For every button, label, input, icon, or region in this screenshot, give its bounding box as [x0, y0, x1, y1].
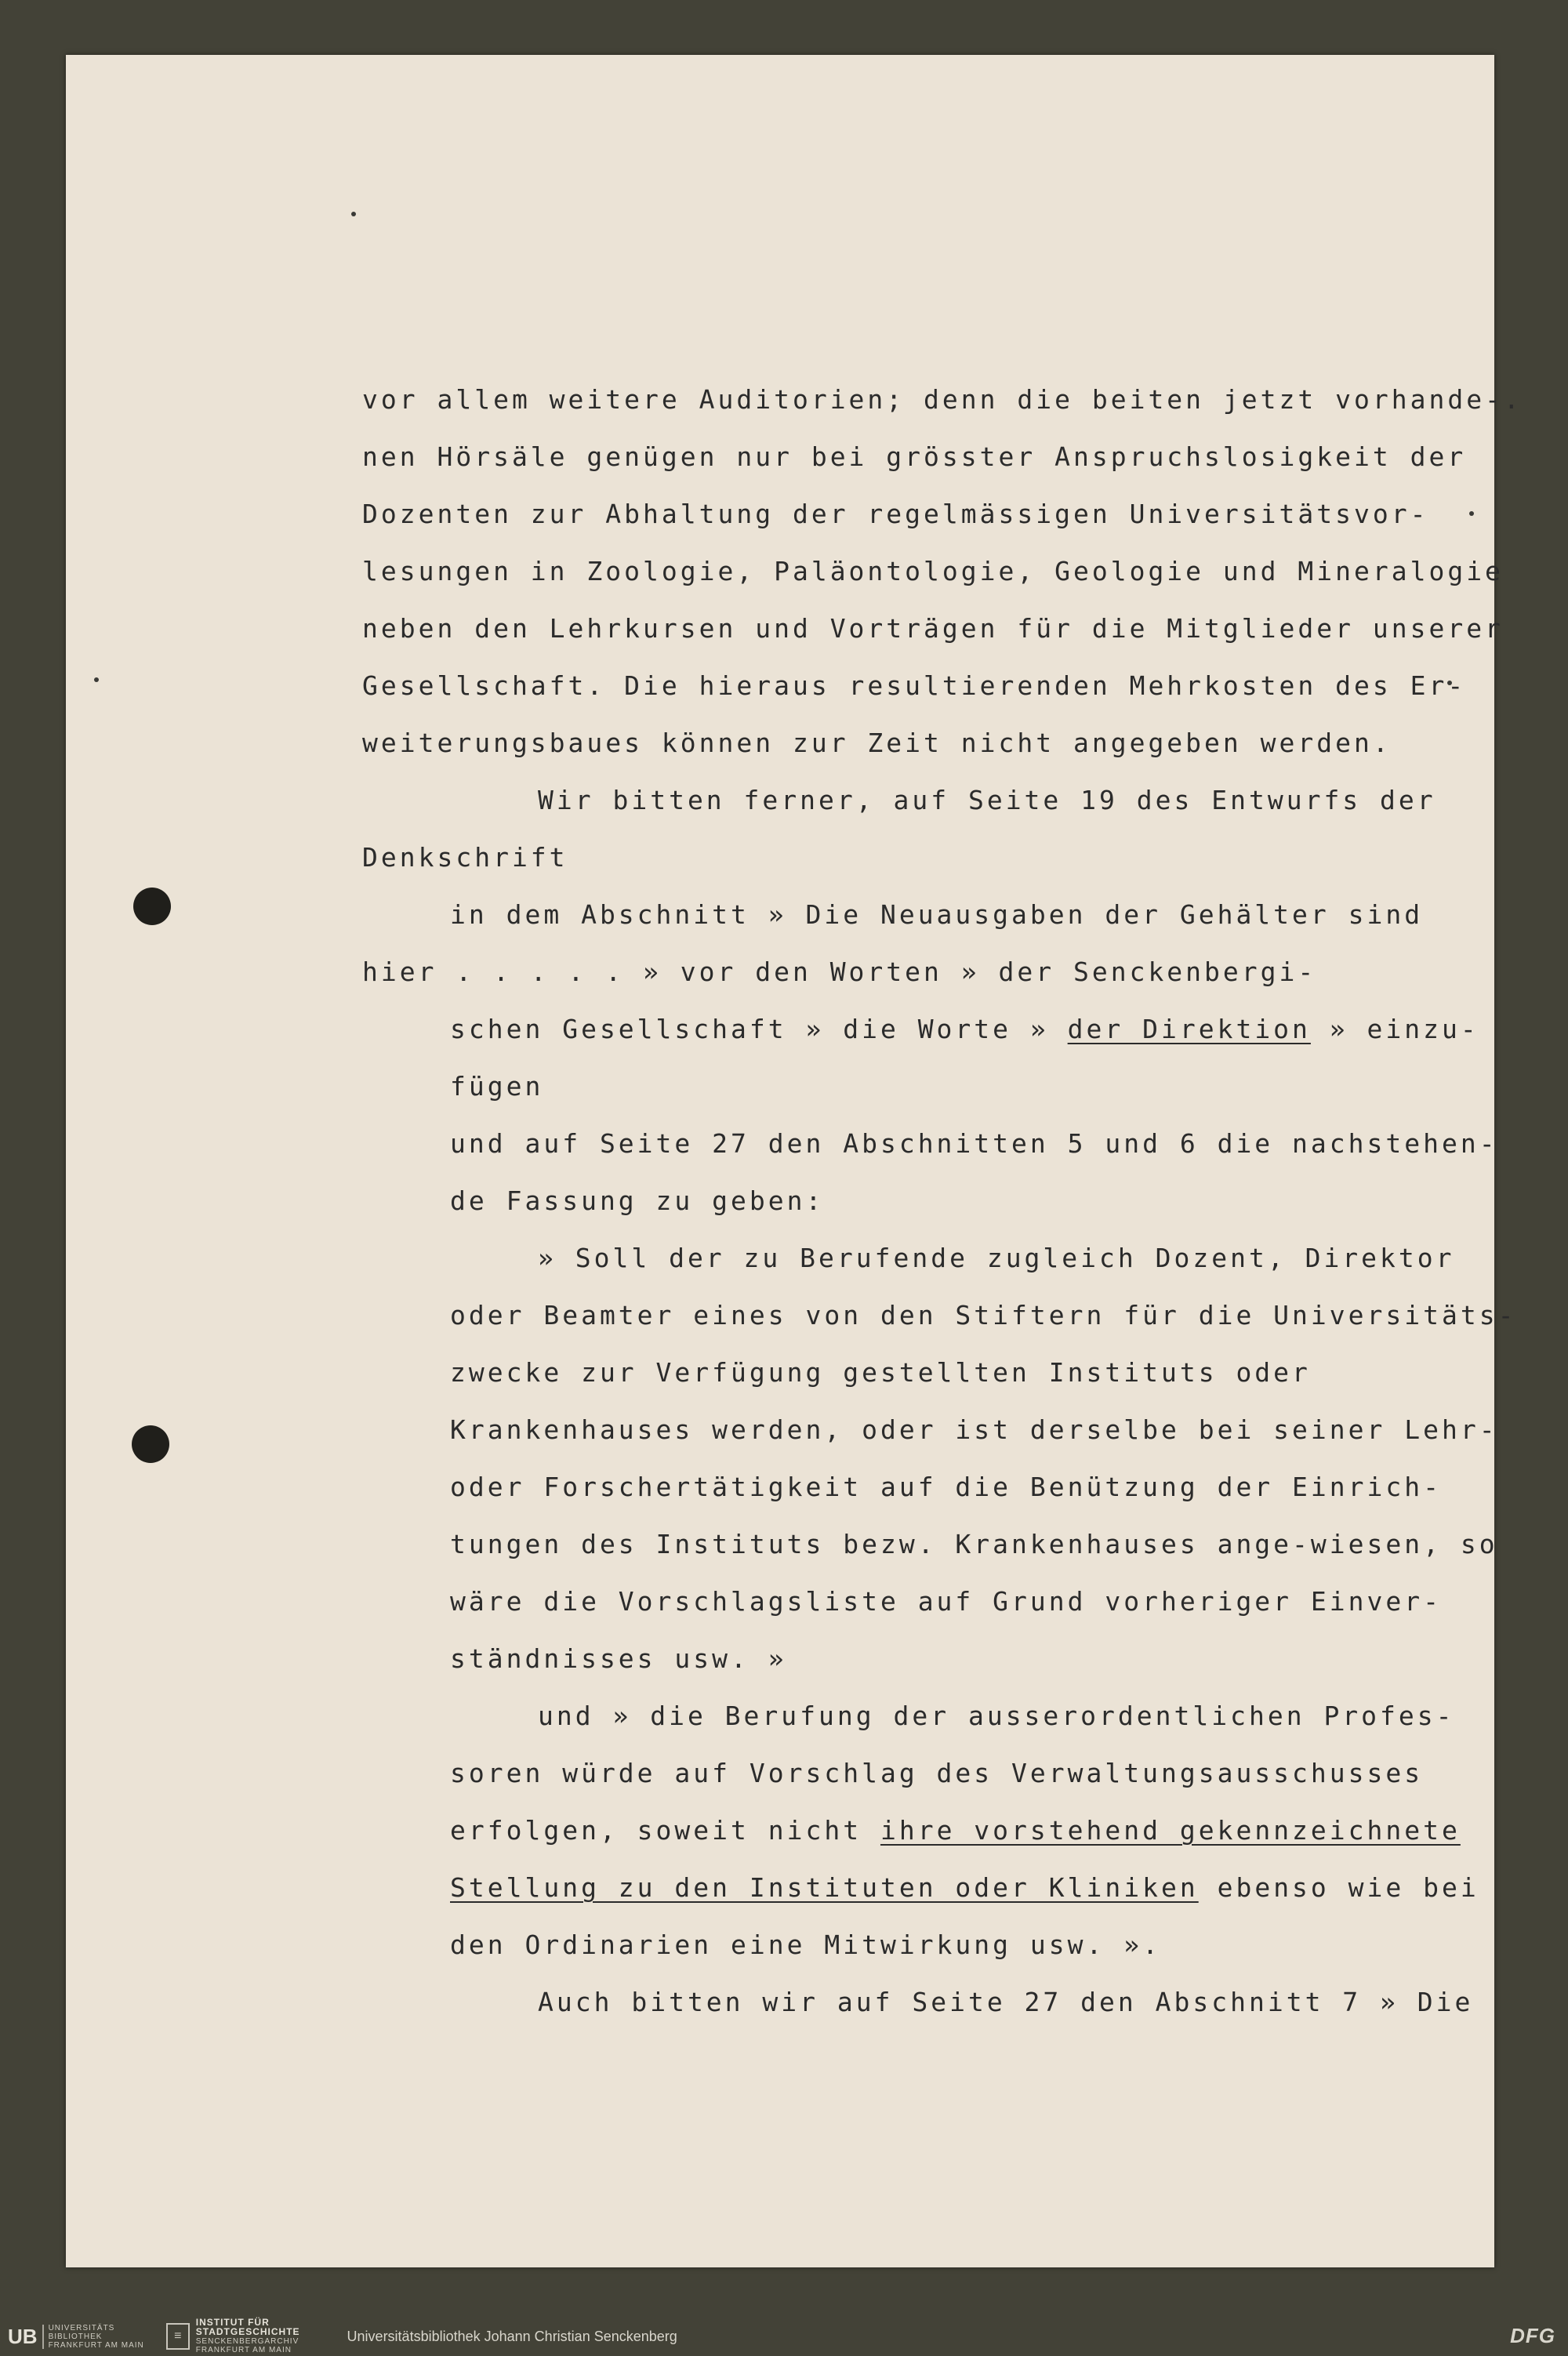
underlined-text: ihre vorstehend gekennzeichnete	[880, 1815, 1461, 1846]
text-line: Denkschrift	[362, 842, 568, 873]
text-line: hier . . . . . » vor den Worten » der Senckenbergi-	[362, 957, 1317, 987]
text-line: oder Beamter eines von den Stiftern für die Universitäts-	[450, 1300, 1517, 1330]
text-line: ständnisses usw. »	[450, 1643, 787, 1674]
text-line: lesungen in Zoologie, Paläontologie, Geologie und Mineralogie	[362, 556, 1504, 586]
text-line: Auch bitten wir auf Seite 27 den Abschnitt 7 » Die	[538, 1987, 1474, 2017]
text-line: den Ordinarien eine Mitwirkung usw. ».	[450, 1929, 1161, 1960]
ub-logo	[8, 2324, 144, 2350]
text-line: Krankenhauses werden, oder ist derselbe bei seiner Lehr-	[450, 1414, 1498, 1445]
text-line: vor allem weitere Auditorien; denn die beiten jetzt vorhande-.	[362, 384, 1523, 415]
text-line: de Fassung zu geben:	[450, 1185, 825, 1216]
text-line: Gesellschaft. Die hieraus resultierenden Mehrkosten des Er-	[362, 670, 1467, 701]
text-line: und » die Berufung der ausserordentlichen Profes-	[538, 1701, 1455, 1731]
text-line: Wir bitten ferner, auf Seite 19 des Entwurfs der	[538, 785, 1436, 815]
viewer-footer	[0, 2317, 1568, 2356]
text-line: und auf Seite 27 den Abschnitten 5 und 6 die nachstehen-	[450, 1128, 1498, 1159]
punch-hole-bottom	[132, 1425, 169, 1463]
punch-hole-top	[133, 888, 171, 925]
text-line: erfolgen, soweit nicht ihre vorstehend gekennzeichnete	[450, 1815, 1461, 1846]
underlined-text: der Direktion	[1067, 1014, 1311, 1044]
text-line: tungen des Instituts bezw. Krankenhauses ange-wiesen, so	[450, 1529, 1498, 1559]
text-line: oder Forschertätigkeit auf die Benützung der Einrich-	[450, 1472, 1442, 1502]
institute-logo	[166, 2318, 300, 2354]
text-line: in dem Abschnitt » Die Neuausgaben der Gehälter sind	[450, 899, 1424, 930]
ink-speck	[1469, 511, 1474, 516]
ub-logo-mark: UB	[8, 2325, 44, 2349]
footer-credit: Universitätsbibliothek Johann Christian Senckenberg	[347, 2328, 677, 2344]
institute-logo-text: INSTITUT FÜR STADTGESCHICHTE SENCKENBERGARCHIV FRANKFURT AM MAIN	[195, 2317, 300, 2354]
text-line: schen Gesellschaft » die Worte » der Direktion » einzu-	[450, 1014, 1479, 1044]
ub-logo-text: UNIVERSITÄTS BIBLIOTHEK FRANKFURT AM MAIN	[48, 2323, 144, 2350]
text-line: weiterungsbaues können zur Zeit nicht angegeben werden.	[362, 728, 1392, 758]
text-line: Stellung zu den Instituten oder Kliniken ebenso wie bei	[450, 1872, 1479, 1903]
text-line: wäre die Vorschlagsliste auf Grund vorheriger Einver-	[450, 1586, 1442, 1617]
text-line: soren würde auf Vorschlag des Verwaltungsausschusses	[450, 1758, 1424, 1788]
ink-speck	[94, 677, 99, 682]
document-page	[66, 55, 1523, 2267]
text-line: Dozenten zur Abhaltung der regelmässigen Universitätsvor-	[362, 499, 1429, 529]
dfg-logo: DFG	[1510, 2324, 1555, 2347]
text-line: fügen	[450, 1071, 544, 1102]
ink-speck	[351, 212, 356, 216]
text-line: neben den Lehrkursen und Vorträgen für die Mitglieder unserer	[362, 613, 1504, 644]
underlined-text: Stellung zu den Instituten oder Kliniken	[450, 1872, 1199, 1903]
text-line: » Soll der zu Berufende zugleich Dozent, Direktor	[538, 1243, 1455, 1273]
institute-logo-icon: ≡	[166, 2323, 190, 2350]
text-line: zwecke zur Verfügung gestellten Instituts oder	[450, 1357, 1311, 1388]
text-line: nen Hörsäle genügen nur bei grösster Anspruchslosigkeit der	[362, 441, 1467, 472]
